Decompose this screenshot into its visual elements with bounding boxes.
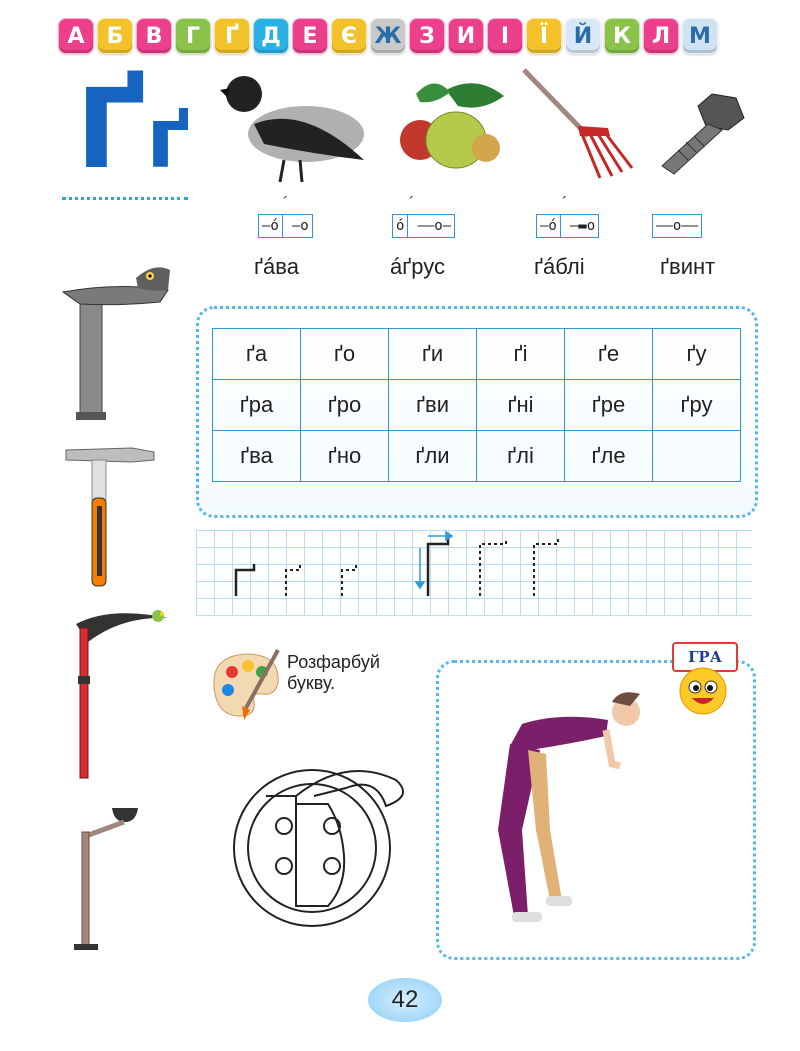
dotted-divider [62,197,188,200]
alphabet-letter: М [682,18,718,54]
instruction-text [287,652,380,694]
bolt-illustration [652,90,748,176]
letter-bird-illustration [58,262,178,422]
scheme-part: –о́ [262,218,279,234]
table-row [213,380,741,431]
letter-lower: ґ [146,89,190,187]
syllable-cell: ґу [653,329,741,380]
letter-coloring-outline [226,736,416,936]
big-letter [76,65,190,193]
alphabet-letter: Ґ [214,18,250,54]
syllable-cell [653,431,741,482]
alphabet-letter: Й [565,18,601,54]
syllable-cell: ґви [389,380,477,431]
accent-mark: ´ [409,195,415,212]
letter-upper: Ґ [76,65,147,193]
alphabet-letter: І [487,18,523,54]
syllable-cell: ґі [477,329,565,380]
syllable-cell: ґо [301,329,389,380]
accent-mark: ´ [283,195,289,212]
syllable-cell: ґли [389,431,477,482]
table-row [213,329,741,380]
syllable-table [212,328,741,482]
gooseberry-illustration [386,74,514,174]
word-label: áґрус [390,254,446,279]
alphabet-letter: К [604,18,640,54]
alphabet-letter: Ж [370,18,406,54]
syllable-cell: ґно [301,431,389,482]
game-label: ГРА [672,642,738,672]
accent-mark: ´ [562,195,568,212]
syllable-cell: ґлі [477,431,565,482]
pitchfork-illustration [518,66,638,186]
alphabet-letter: А [58,18,94,54]
alphabet-letter: Є [331,18,367,54]
syllable-cell: ґва [213,431,301,482]
scheme-part: –о́ [540,218,557,234]
word-scheme [258,214,313,238]
scythe-illustration [70,606,180,784]
instruction-line: букву. [287,673,336,693]
table-row [213,431,741,482]
alphabet-letter: Б [97,18,133,54]
paint-palette-icon [206,646,286,722]
scheme-part: о́ [396,218,405,234]
instruction-line: Розфарбуй [287,652,380,672]
syllable-cell: ґре [565,380,653,431]
word-label: ґáблі [534,254,585,279]
alphabet-letter: В [136,18,172,54]
streetlamp-illustration [66,800,146,956]
alphabet-letter: Д [253,18,289,54]
word-scheme [392,214,455,238]
scheme-part: ––о– [417,218,452,234]
syllable-cell: ґру [653,380,741,431]
crow-illustration [214,64,378,188]
alphabet-strip [58,18,718,54]
alphabet-letter: Г [175,18,211,54]
word-label: ґáва [254,254,299,279]
syllable-cell: ґа [213,329,301,380]
alphabet-letter: И [448,18,484,54]
exercising-girl-illustration [470,680,660,930]
syllable-cell: ґро [301,380,389,431]
syllable-cell: ґле [565,431,653,482]
syllable-cell: ґи [389,329,477,380]
scheme-part: ––о–– [656,218,699,234]
syllable-cell: ґра [213,380,301,431]
syllable-cell: ґні [477,380,565,431]
alphabet-letter: З [409,18,445,54]
syllable-cell: ґе [565,329,653,380]
word-scheme [536,214,599,238]
alphabet-letter: Л [643,18,679,54]
hammer-illustration [62,440,172,590]
word-scheme [652,214,702,238]
scheme-part: –о [291,218,309,234]
scheme-part: –▬о [569,218,596,234]
smiley-icon [678,666,728,716]
writing-sample [196,530,752,616]
page-number: 42 [368,978,442,1022]
alphabet-letter: Е [292,18,328,54]
word-label: ґвинт [660,254,716,279]
alphabet-letter: Ї [526,18,562,54]
